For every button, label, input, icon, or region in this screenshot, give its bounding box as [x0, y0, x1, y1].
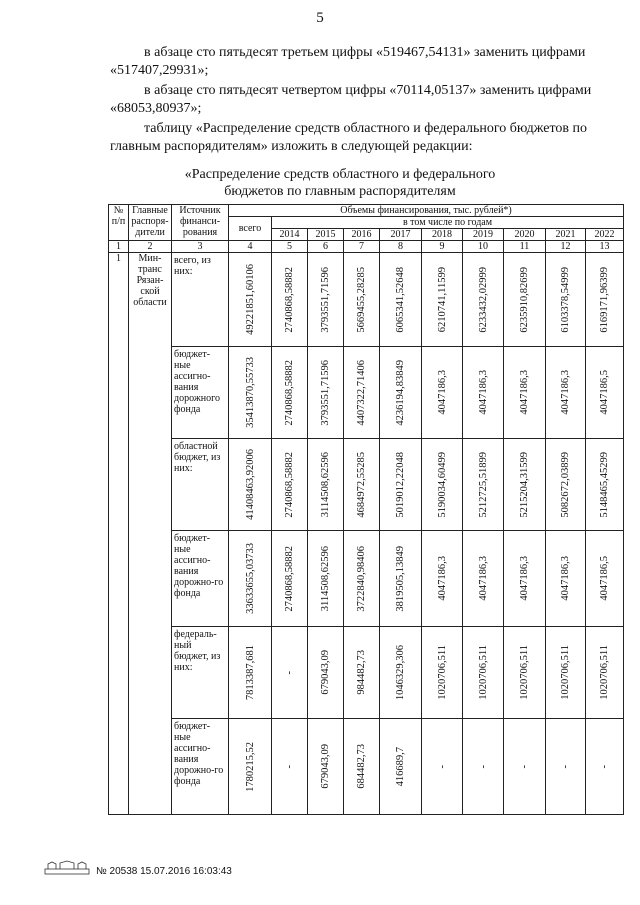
value-text: 3793551,71596: [320, 266, 331, 333]
table-row: [109, 627, 624, 719]
value-cell: [380, 719, 422, 815]
value-text: 4047186,3: [519, 370, 530, 415]
header-year: 2019: [463, 229, 504, 241]
value-cell: [422, 347, 463, 439]
value-cell: [380, 531, 422, 627]
value-text: 6065341,52648: [395, 266, 406, 333]
column-number: 12: [546, 241, 586, 253]
header-by-years: в том числе по годам: [272, 217, 624, 229]
value-text: 1020706,511: [599, 645, 610, 700]
source-cell: федераль-ный бюджет, из них:: [172, 627, 229, 719]
value-cell: [586, 347, 624, 439]
column-number: 9: [422, 241, 463, 253]
value-text: 1020706,511: [560, 645, 571, 700]
value-cell: [344, 531, 380, 627]
value-cell: [546, 439, 586, 531]
value-cell: [272, 347, 308, 439]
value-cell: [463, 531, 504, 627]
value-text: 2740868,58882: [284, 545, 295, 612]
table-row: [109, 439, 624, 531]
value-cell: [546, 719, 586, 815]
value-text: 1020706,511: [436, 645, 448, 700]
value-text: 5669455,28285: [356, 266, 367, 333]
value-cell: [463, 627, 504, 719]
value-text: 41408463,92006: [244, 449, 256, 520]
source-cell: всего, из них:: [172, 253, 229, 347]
value-cell: [546, 627, 586, 719]
header-manager: Главные распоря-дители: [129, 205, 172, 241]
header-year: 2014: [272, 229, 308, 241]
header-source: Источник финанси-рования: [172, 205, 229, 241]
header-year: 2022: [586, 229, 624, 241]
value-cell: [546, 531, 586, 627]
value-cell: [504, 627, 546, 719]
value-cell: [344, 253, 380, 347]
value-cell: [344, 627, 380, 719]
column-number: 8: [380, 241, 422, 253]
value-cell: [380, 253, 422, 347]
value-text: 3793551,71596: [320, 359, 331, 426]
paragraph-3: таблицу «Распределение средств областного и федерального бюджетов по главным распорядителям» изложить в следующей редакции:: [110, 121, 587, 154]
value-text: -: [284, 764, 295, 769]
value-text: 5082672,03899: [560, 451, 571, 518]
value-cell: [229, 719, 272, 815]
value-text: 3722840,98406: [356, 545, 367, 612]
value-text: 6103378,54999: [560, 266, 571, 333]
value-cell: [272, 253, 308, 347]
value-cell: [422, 531, 463, 627]
header-year: 2016: [344, 229, 380, 241]
table-title: «Распределение средств областного и федерального бюджетов по главным распорядителям: [184, 167, 496, 199]
value-cell: [586, 439, 624, 531]
header-year: 2021: [546, 229, 586, 241]
value-cell: [229, 531, 272, 627]
value-text: 4684972,55285: [356, 451, 367, 518]
column-number: 11: [504, 241, 546, 253]
emblem-logo: [44, 860, 90, 876]
column-number: 6: [308, 241, 344, 253]
value-text: -: [519, 764, 530, 769]
value-cell: [308, 627, 344, 719]
source-cell: бюджет-ные ассигно-вания дорожно-го фонда: [172, 719, 229, 815]
value-cell: [504, 253, 546, 347]
source-cell: бюджет-ные ассигно-вания дорожного фонда: [172, 347, 229, 439]
value-cell: [308, 719, 344, 815]
value-text: 4047186,3: [519, 556, 530, 601]
value-text: 5148465,45299: [599, 451, 610, 518]
value-cell: [344, 719, 380, 815]
value-text: 33633655,03733: [244, 543, 256, 614]
header-total: всего: [229, 217, 272, 241]
value-cell: [380, 439, 422, 531]
value-cell: [422, 719, 463, 815]
value-text: 1020706,511: [477, 645, 489, 700]
value-cell: [272, 439, 308, 531]
value-cell: [229, 627, 272, 719]
value-text: 3819505,13849: [395, 545, 406, 612]
table-row: [109, 253, 624, 347]
value-text: -: [599, 764, 610, 769]
value-cell: [546, 253, 586, 347]
source-cell: бюджет-ные ассигно-вания дорожно-го фонда: [172, 531, 229, 627]
paragraph-2: в абзаце сто пятьдесят четвертом цифры «70114,05137» заменить цифрами «68053,80937»;: [110, 83, 592, 116]
value-cell: [229, 253, 272, 347]
value-text: 679043,09: [320, 744, 331, 789]
table-row: [109, 719, 624, 815]
value-cell: [463, 347, 504, 439]
value-text: 2740868,58882: [284, 266, 295, 333]
value-cell: [546, 347, 586, 439]
value-text: 6233432,02999: [477, 266, 489, 333]
value-text: -: [436, 764, 448, 769]
value-cell: [422, 627, 463, 719]
value-cell: [463, 719, 504, 815]
column-number: 10: [463, 241, 504, 253]
value-cell: [308, 347, 344, 439]
value-cell: [272, 627, 308, 719]
table-body: [109, 253, 624, 815]
value-cell: [422, 439, 463, 531]
value-text: 35413870,55733: [244, 357, 256, 428]
header-year: 2015: [308, 229, 344, 241]
value-cell: [586, 253, 624, 347]
value-cell: [586, 627, 624, 719]
value-cell: [229, 347, 272, 439]
row-number: 1: [109, 253, 129, 815]
value-cell: [380, 347, 422, 439]
value-text: 4047186,5: [599, 556, 610, 601]
value-text: 5019012,22048: [395, 451, 406, 518]
value-cell: [504, 347, 546, 439]
source-cell: областной бюджет, из них:: [172, 439, 229, 531]
value-cell: [504, 719, 546, 815]
value-cell: [380, 627, 422, 719]
value-cell: [344, 439, 380, 531]
value-cell: [308, 253, 344, 347]
value-cell: [229, 439, 272, 531]
value-text: 1780215,52: [244, 741, 256, 792]
value-text: 4047186,3: [477, 556, 489, 601]
value-cell: [272, 531, 308, 627]
header-volumes: Объемы финансирования, тыс. рублей*): [229, 205, 624, 217]
value-text: 6169171,96399: [599, 266, 610, 333]
value-text: 4047186,3: [477, 370, 489, 415]
column-number: 13: [586, 241, 624, 253]
value-text: 49221851,60106: [244, 264, 256, 335]
value-text: 3114508,62596: [320, 451, 331, 518]
value-cell: [586, 719, 624, 815]
value-text: 2740868,58882: [284, 359, 295, 426]
value-cell: [344, 347, 380, 439]
value-text: 684482,73: [356, 744, 367, 789]
value-text: 5215204,31599: [519, 451, 530, 518]
header-year: 2017: [380, 229, 422, 241]
value-text: 2740868,58882: [284, 451, 295, 518]
table-row: [109, 531, 624, 627]
value-cell: [504, 439, 546, 531]
value-cell: [308, 531, 344, 627]
column-number: 2: [129, 241, 172, 253]
value-text: 3114508,62596: [320, 545, 331, 612]
document-stamp: № 20538 15.07.2016 16:03:43: [96, 866, 232, 877]
value-text: 4047186,5: [599, 370, 610, 415]
value-cell: [308, 439, 344, 531]
value-text: 5190034,60499: [436, 451, 448, 518]
value-cell: [463, 439, 504, 531]
value-text: 984482,73: [356, 650, 367, 695]
value-cell: [504, 531, 546, 627]
value-text: -: [284, 670, 295, 675]
header-year: 2020: [504, 229, 546, 241]
column-number: 7: [344, 241, 380, 253]
value-text: 679043,09: [320, 650, 331, 695]
value-text: 4047186,3: [560, 370, 571, 415]
paragraph-1: в абзаце сто пятьдесят третьем цифры «519467,54131» заменить цифрами «517407,29931»;: [110, 45, 586, 78]
value-cell: [463, 253, 504, 347]
column-number: 4: [229, 241, 272, 253]
value-text: 6235910,82699: [519, 266, 530, 333]
column-number: 3: [172, 241, 229, 253]
column-number: 1: [109, 241, 129, 253]
value-cell: [422, 253, 463, 347]
column-number: 5: [272, 241, 308, 253]
value-text: 416689,7: [395, 746, 406, 787]
page-number: 5: [316, 10, 324, 26]
value-cell: [272, 719, 308, 815]
value-text: 4047186,3: [436, 370, 448, 415]
value-text: 4047186,3: [436, 556, 448, 601]
value-text: 4047186,3: [560, 556, 571, 601]
value-text: 4407322,71406: [356, 359, 367, 426]
value-text: 7813387,681: [244, 644, 256, 701]
value-text: 4236194,83849: [395, 359, 406, 426]
value-cell: [586, 531, 624, 627]
value-text: 1020706,511: [519, 645, 530, 700]
value-text: 5212725,51899: [477, 451, 489, 518]
value-text: -: [560, 764, 571, 769]
header-year: 2018: [422, 229, 463, 241]
financing-table: [108, 204, 624, 815]
header-num: № п/п: [109, 205, 129, 241]
value-text: 6210741,11599: [436, 266, 448, 333]
value-text: 1046329,306: [395, 644, 406, 701]
value-text: -: [477, 764, 489, 769]
manager-name: Мин-транс Рязан-ской области: [129, 253, 172, 815]
table-row: [109, 347, 624, 439]
